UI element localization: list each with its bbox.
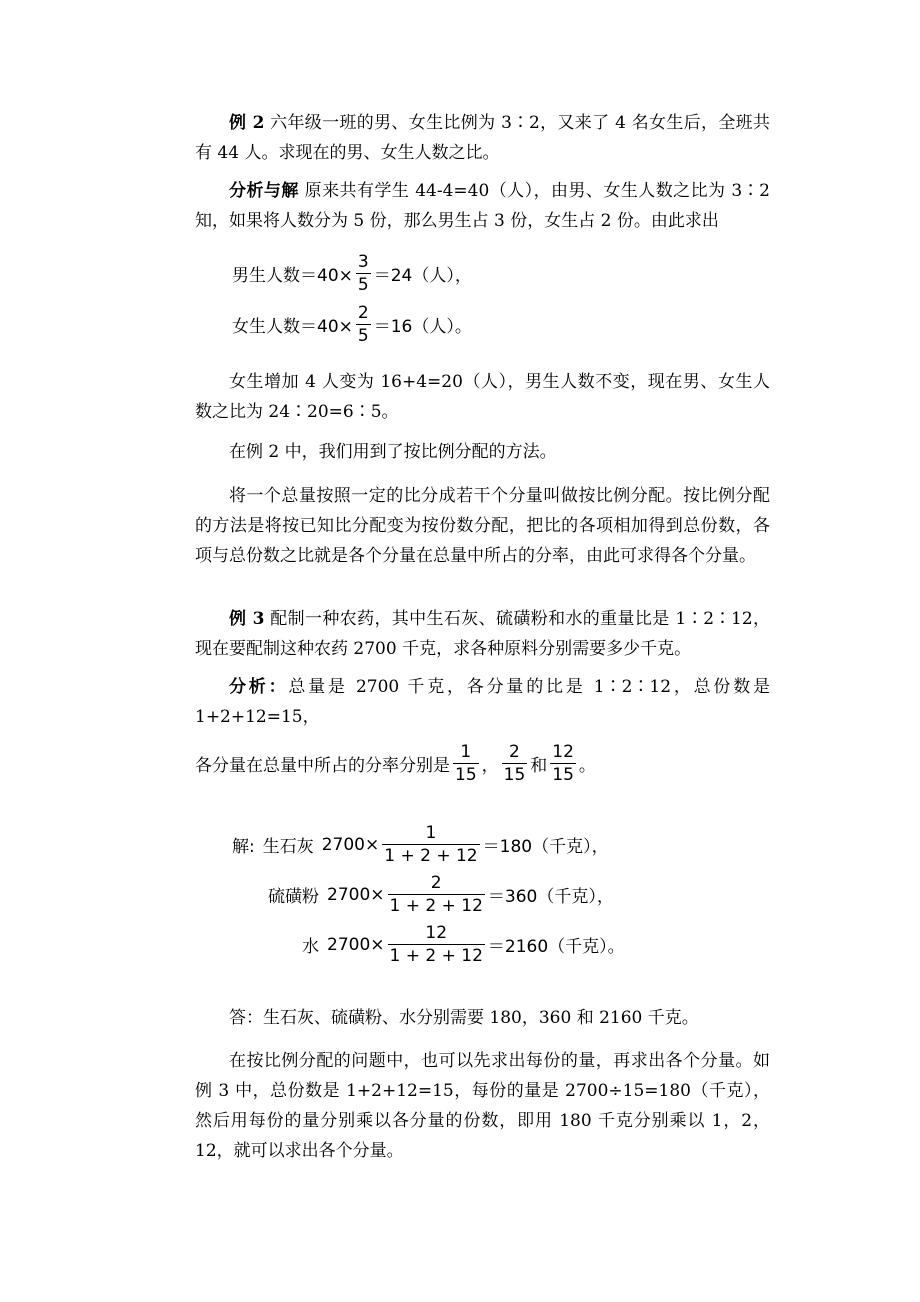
fraction-denominator: 1 + 2 + 12: [389, 896, 483, 916]
final-paragraph: 在按比例分配的问题中，也可以先求出每份的量，再求出各个分量。如例 3 中，总份数是 1+2+12=15，每份的量是 2700÷15=180（千克），然后用每份的量分别乘以各分量的份数，即用 180 千克分别乘以 1，2，12，就可以求出各个分量。: [195, 1051, 770, 1161]
fraction-denominator: 15: [503, 765, 526, 785]
fractions-lead: 各分量在总量中所占的分率分别是: [195, 756, 450, 776]
example-3-paragraph: [195, 604, 770, 664]
fraction-numerator: 2: [357, 303, 369, 323]
equation-boys: [232, 252, 472, 295]
result: ＝180（千克），: [482, 837, 609, 857]
analysis-text: 原来共有学生 44-4=40（人），由男、女生人数之比为 3∶2 知，如果将人数分为 5 份，那么男生占 3 份，女生占 2 份。由此求出: [195, 181, 770, 231]
solution-prefix: 解:: [232, 837, 255, 857]
fraction-denominator: 1 + 2 + 12: [389, 946, 483, 966]
fraction-share: [388, 873, 485, 916]
solution-row-water: [302, 923, 625, 966]
material-name: 硫磺粉: [268, 887, 319, 907]
equation-boys-rhs: ＝24（人），: [373, 266, 472, 286]
equation-girls: [232, 303, 472, 346]
analysis-label: 分析与解: [229, 181, 299, 201]
fraction-denominator: 1 + 2 + 12: [384, 846, 478, 866]
fraction-denominator: 5: [357, 326, 369, 346]
equation-girls-lhs: 女生人数＝40×: [232, 317, 353, 337]
fraction-1-15: [453, 742, 479, 785]
definition-paragraph: 将一个总量按照一定的比分成若干个分量叫做按比例分配。按比例分配的方法是将按已知比分配变为按份数分配，把比的各项相加得到总份数，各项与总份数之比就是各个分量在总量中所占的分率，由此可求得各个分量。: [195, 486, 770, 566]
fraction-denominator: 15: [552, 765, 574, 785]
analysis-label: 分析：: [229, 677, 289, 697]
material-name: 生石灰: [262, 837, 314, 857]
fractions-end: 。: [578, 756, 596, 776]
material-name: 水: [302, 937, 319, 957]
fraction-3-5: [356, 252, 371, 295]
fraction-numerator: 1: [460, 742, 472, 762]
fraction-numerator: 2: [430, 873, 442, 893]
example-2-analysis-paragraph: [195, 176, 770, 236]
example-3-text: 配制一种农药，其中生石灰、硫磺粉和水的重量比是 1∶2∶12，现在要配制这种农药 2700 千克，求各种原料分别需要多少千克。: [195, 609, 771, 659]
equation-boys-lhs: 男生人数＝40×: [232, 266, 353, 286]
fractions-line: [195, 742, 596, 785]
fraction-numerator: 1: [425, 823, 437, 843]
example-2-text: 六年级一班的男、女生比例为 3∶2，又来了 4 名女生后，全班共有 44 人。求现在的男、女生人数之比。: [195, 113, 770, 163]
base-amount: 2700×: [327, 934, 385, 955]
fraction-numerator: 2: [509, 742, 520, 762]
result: ＝2160（千克）。: [487, 937, 625, 957]
example-3-analysis-paragraph: [195, 672, 770, 732]
solution-row-lime: [232, 823, 609, 866]
result: ＝360（千克），: [487, 887, 614, 907]
fraction-denominator: 15: [455, 765, 477, 785]
equation-girls-rhs: ＝16（人）。: [373, 317, 472, 337]
fraction-12-15: [550, 742, 576, 785]
analysis-text: 总量是 2700 千克，各分量的比是 1∶2∶12，总份数是 1+2+12=15，: [195, 677, 770, 727]
fraction-2-5: [356, 303, 371, 346]
base-amount: 2700×: [327, 884, 385, 905]
fractions-sep: 和: [530, 756, 548, 776]
fractions-sep: ，: [481, 756, 499, 776]
girls-increase-paragraph: 女生增加 4 人变为 16+4=20（人），男生人数不变，现在男、女生人数之比为 24∶20=6∶5。: [195, 372, 770, 422]
method-paragraph: 在例 2 中，我们用到了按比例分配的方法。: [229, 442, 557, 462]
fraction-share: [388, 923, 485, 966]
fraction-share: [382, 823, 479, 866]
base-amount: 2700×: [321, 834, 380, 855]
fraction-numerator: 12: [552, 742, 574, 762]
fraction-numerator: 12: [425, 923, 448, 943]
example-2-label: 例 2: [229, 113, 265, 133]
answer-line: 答：生石灰、硫磺粉、水分别需要 180，360 和 2160 千克。: [229, 1008, 699, 1028]
solution-row-sulfur: [268, 873, 614, 916]
example-3-label: 例 3: [229, 609, 265, 629]
fraction-2-15: [502, 742, 528, 785]
fraction-denominator: 5: [357, 275, 369, 295]
example-2-paragraph: [195, 108, 770, 168]
fraction-numerator: 3: [357, 252, 369, 272]
